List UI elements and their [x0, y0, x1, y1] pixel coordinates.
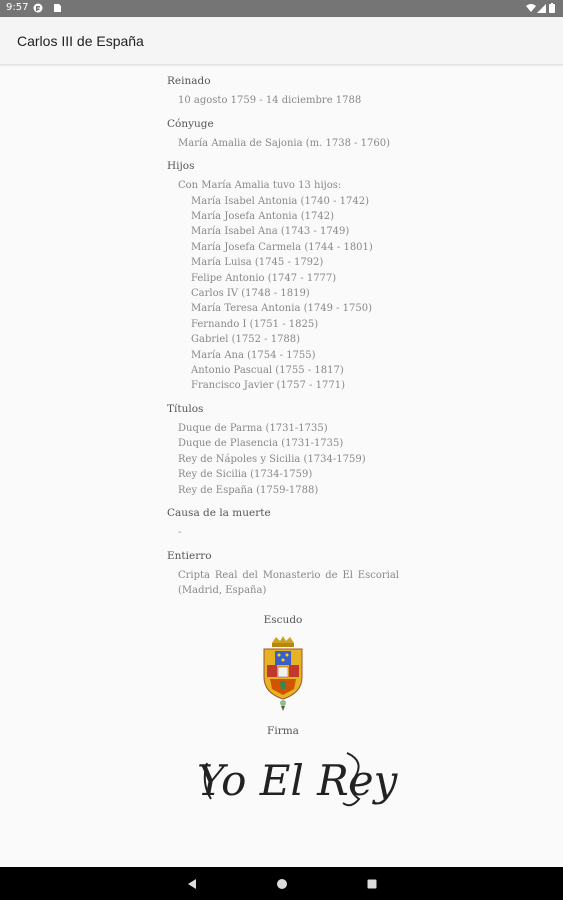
list-item: María Luisa (1745 - 1792) [191, 257, 324, 269]
sd-card-icon [52, 3, 62, 13]
svg-text:Yo El Rey: Yo El Rey [197, 755, 398, 805]
entierro-label: Entierro [167, 549, 212, 562]
titulos-label: Títulos [167, 402, 204, 415]
list-item: María Josefa Antonia (1742) [191, 210, 334, 222]
firma-label: Firma [267, 724, 299, 737]
list-item: Felipe Antonio (1747 - 1777) [191, 272, 337, 284]
profile-details [167, 66, 399, 815]
list-item: Antonio Pascual (1755 - 1817) [191, 364, 344, 376]
status-bar [0, 0, 563, 17]
signal-icon [537, 3, 547, 13]
signature-icon [197, 743, 398, 815]
recents-icon[interactable] [366, 877, 378, 895]
home-icon[interactable] [276, 877, 288, 895]
list-item: Rey de Sicilia (1734-1759) [178, 469, 313, 481]
app-bar [0, 17, 563, 65]
notification-icon [33, 3, 43, 13]
causa-muerte-label: Causa de la muerte [167, 507, 271, 520]
list-item: María Ana (1754 - 1755) [191, 349, 316, 361]
status-time: 9:57 [6, 2, 29, 13]
escudo-label: Escudo [263, 613, 303, 626]
list-item: Duque de Parma (1731-1735) [178, 422, 328, 434]
hijos-intro: Con María Amalia tuvo 13 hijos: [178, 180, 342, 191]
wifi-icon [526, 3, 536, 13]
list-item: María Teresa Antonia (1749 - 1750) [191, 303, 373, 315]
list-item: Duque de Plasencia (1731-1735) [178, 438, 344, 450]
conyuge-value: María Amalia de Sajonia (m. 1738 - 1760) [178, 137, 391, 149]
reinado-value: 10 agosto 1759 - 14 diciembre 1788 [178, 95, 362, 106]
causa-muerte-value: - [178, 527, 182, 539]
list-item: Carlos IV (1748 - 1819) [191, 287, 310, 299]
list-item: Gabriel (1752 - 1788) [191, 334, 301, 346]
list-item: Rey de España (1759-1788) [178, 484, 319, 496]
navigation-bar [0, 867, 563, 900]
list-item: María Isabel Antonia (1740 - 1742) [191, 195, 369, 207]
signature-image [167, 743, 399, 815]
list-item: Francisco Javier (1757 - 1771) [191, 380, 345, 392]
conyuge-label: Cónyuge [167, 117, 214, 130]
coat-of-arms-icon [258, 635, 308, 713]
hijos-label: Hijos [167, 160, 195, 172]
list-item: María Josefa Carmela (1744 - 1801) [191, 241, 373, 253]
back-icon[interactable] [186, 877, 198, 895]
list-item: Rey de Nápoles y Sicilia (1734-1759) [178, 453, 366, 465]
page-title: Carlos III de España [17, 33, 144, 49]
coat-of-arms-image [167, 635, 399, 713]
battery-icon [549, 3, 555, 13]
list-item: Fernando I (1751 - 1825) [191, 318, 319, 330]
entierro-value: Cripta Real del Monasterio de El Escorial (Madrid, España) [178, 569, 399, 597]
titulos-list [167, 421, 399, 499]
reinado-label: Reinado [167, 75, 211, 87]
list-item: María Isabel Ana (1743 - 1749) [191, 226, 350, 238]
hijos-list [167, 194, 399, 394]
